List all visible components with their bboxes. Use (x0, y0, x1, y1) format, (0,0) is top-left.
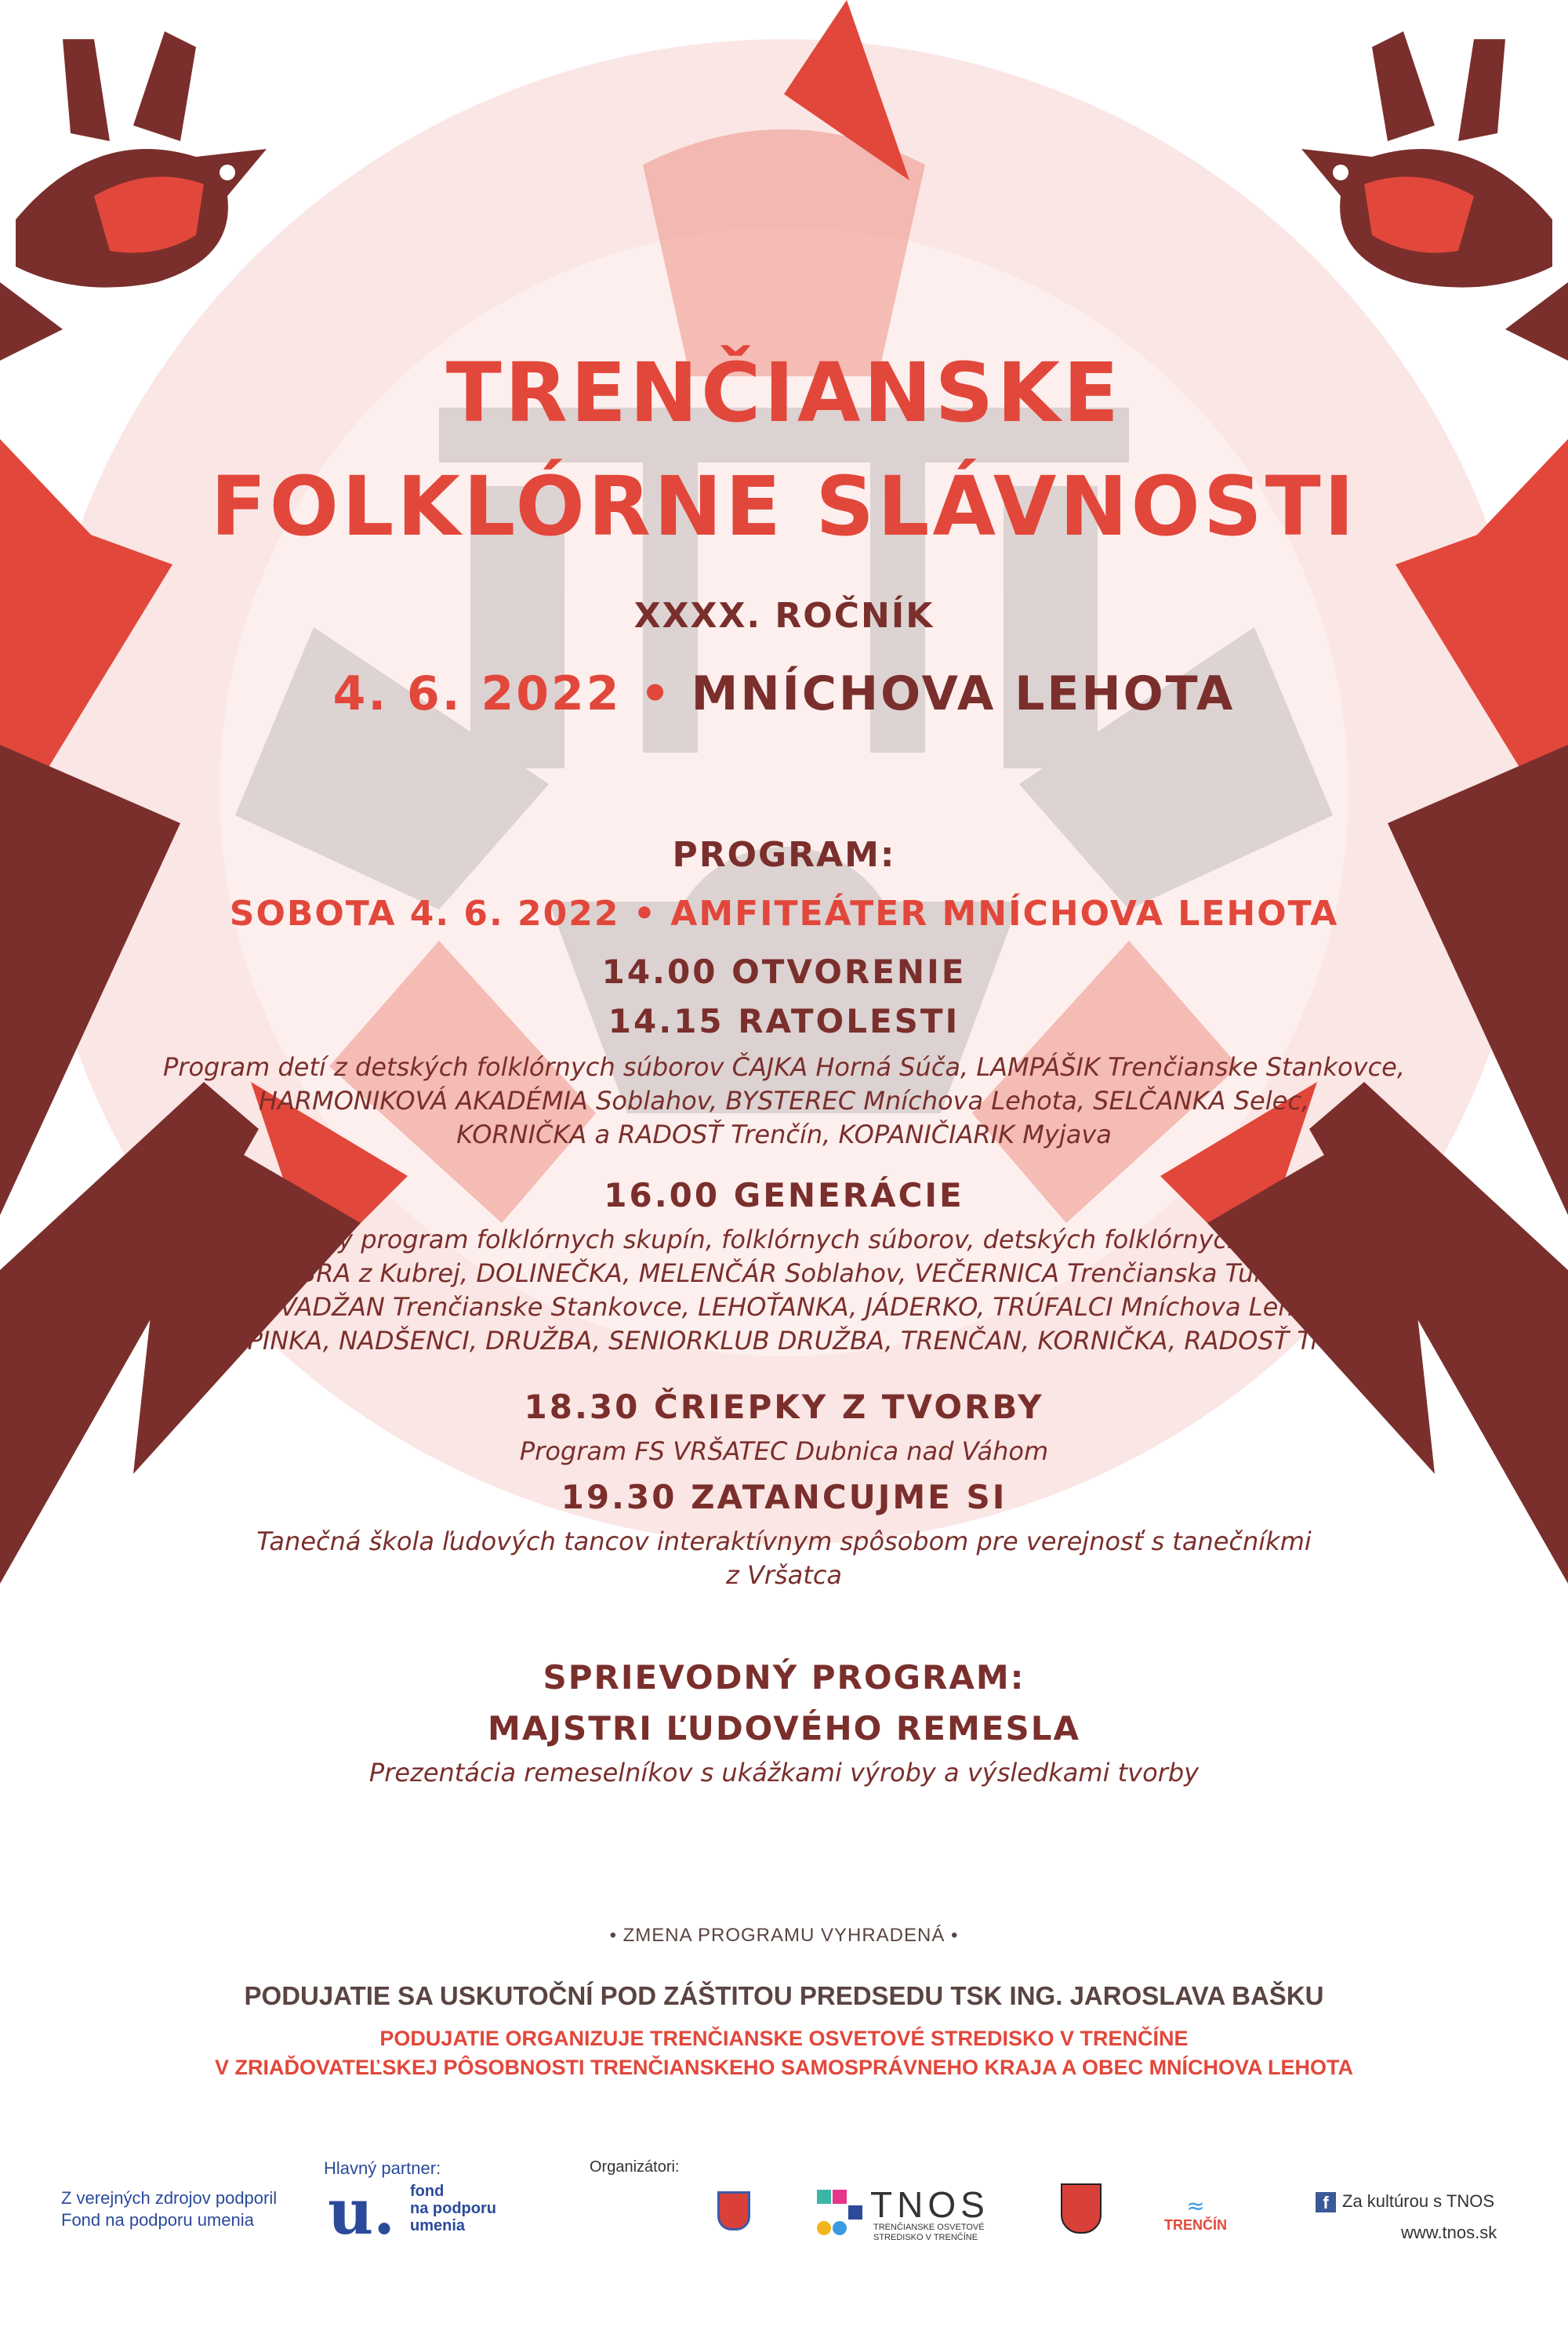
side-program-heading: SPRIEVODNÝ PROGRAM: (543, 1658, 1025, 1697)
fpu-letter: u. (328, 2175, 396, 2249)
side-program-desc: Prezentácia remeselníkov s ukážkami výroby a výsledkami tvorby (368, 1758, 1200, 1788)
trencin-text: TRENČÍN (1164, 2217, 1227, 2233)
support-line: Z verejných zdrojov podporil (61, 2188, 278, 2208)
support-text (61, 2187, 277, 2231)
slot-time-name (0, 1388, 1568, 1426)
partner-label: Hlavný partner: (324, 2158, 441, 2178)
organizers-label: Organizátori: (590, 2158, 680, 2176)
program-heading: PROGRAM: (672, 835, 896, 875)
fpu-text: umenia (410, 2217, 466, 2234)
village-crest-icon (1061, 2183, 1102, 2234)
desc-line: ROZVADŽAN Trenčianske Stankovce, LEHOŤANKA, JÁDERKO, TRÚFALCI Mníchova Lehota, (225, 1292, 1343, 1322)
desc-line: Program detí z detských folklórnych súborov ČAJKA Horná Súča, LAMPÁŠIK Trenčianske Stankovce, (162, 1052, 1406, 1082)
fpu-text: na podporu (410, 2200, 496, 2217)
slot-description (0, 1525, 1568, 1592)
desc-line: KORNIČKA a RADOSŤ Trenčín, KOPANIČIARIK Myjava (456, 1120, 1112, 1149)
slot-time: 19.30 (561, 1478, 677, 1516)
slot-time-name (0, 953, 1568, 991)
facebook-icon: f (1316, 2192, 1336, 2212)
program-change-notice: • ZMENA PROGRAMU VYHRADENÁ • (609, 1925, 959, 1946)
slot-time: 18.30 (524, 1388, 641, 1426)
trencin-logo (1156, 2195, 1235, 2242)
desc-line: Tanečná škola ľudových tancov interaktívnym spôsobom pre verejnosť s tanečníkmi (256, 1526, 1312, 1556)
tnos-logo (817, 2184, 997, 2245)
fpu-text: fond (410, 2183, 445, 2200)
desc-line: KUBRA z Kubrej, DOLINEČKA, MELENČÁR Soblahov, VEČERNICA Trenčianska Turná, (264, 1258, 1304, 1288)
tnos-subtext: STREDISKO V TRENČÍNE (873, 2233, 978, 2242)
tnos-text: TNOS (870, 2184, 989, 2225)
desc-line: HARMONIKOVÁ AKADÉMIA Soblahov, BYSTEREC Mníchova Lehota, SELČANKA Selec, (258, 1086, 1310, 1116)
edition: XXXX. ROČNÍK (633, 596, 935, 636)
slot-time: 14.15 (608, 1002, 724, 1040)
tnos-mark-icon (817, 2190, 862, 2238)
slot-time-name (0, 1176, 1568, 1214)
event-date: 4. 6. 2022 (332, 666, 622, 721)
desc-line: Generačný program folklórnych skupín, folklórnych súborov, detských folklórnych súborov (216, 1225, 1352, 1254)
title-line-2: FOLKLÓRNE SLÁVNOSTI (210, 459, 1358, 554)
trencin-wave-icon: ≈ (1186, 2193, 1205, 2219)
organizer-line-2: V ZRIAĎOVATEĽSKEJ PÔSOBNOSTI TRENČIANSKEHO SAMOSPRÁVNEHO KRAJA A OBEC MNÍCHOVA LEHOTA (214, 2056, 1354, 2079)
slot-time: 14.00 (601, 953, 718, 991)
patronage: PODUJATIE SA USKUTOČNÍ POD ZÁŠTITOU PREDSEDU TSK ING. JAROSLAVA BAŠKU (244, 1981, 1324, 2010)
desc-line: Program FS VRŠATEC Dubnica nad Váhom (519, 1436, 1049, 1466)
tsk-crest-icon (717, 2191, 750, 2230)
event-place: MNÍCHOVA LEHOTA (691, 666, 1236, 721)
slot-time-name (0, 1478, 1568, 1516)
fpu-logo (328, 2175, 516, 2249)
organizer-line-1: PODUJATIE ORGANIZUJE TRENČIANSKE OSVETOVÉ STREDISKO V TRENČÍNE (379, 2027, 1189, 2050)
title-line-1: TRENČIANSKE (445, 345, 1123, 441)
tnos-subtext: TRENČIANSKE OSVETOVÉ (873, 2223, 985, 2232)
slot-time-name (0, 1002, 1568, 1040)
slot-time: 16.00 (604, 1176, 720, 1214)
website-link[interactable]: www.tnos.sk (1401, 2223, 1497, 2242)
desc-line: z Vršatca (725, 1560, 843, 1590)
program-day: SOBOTA 4. 6. 2022 • AMFITEÁTER MNÍCHOVA LEHOTA (229, 894, 1339, 934)
slot-name: ČRIEPKY Z TVORBY (653, 1388, 1044, 1426)
desc-line: ŠKRUPINKA, NADŠENCI, DRUŽBA, SENIORKLUB DRUŽBA, TRENČAN, KORNIČKA, RADOSŤ Trenčín (179, 1326, 1389, 1356)
slot-description (0, 1051, 1568, 1152)
date-separator: • (640, 666, 673, 721)
slot-name: OTVORENIE (731, 953, 967, 991)
slot-name: ZATANCUJME SI (691, 1478, 1007, 1516)
facebook-link[interactable] (1316, 2191, 1494, 2212)
slot-name: GENERÁCIE (733, 1176, 964, 1214)
support-line: Fond na podporu umenia (61, 2210, 254, 2230)
facebook-text: Za kultúrou s TNOS (1342, 2191, 1494, 2211)
date-place (0, 666, 1568, 721)
slot-description (0, 1223, 1568, 1358)
slot-description (0, 1435, 1568, 1468)
side-program-title: MAJSTRI ĽUDOVÉHO REMESLA (488, 1709, 1080, 1748)
slot-name: RATOLESTI (738, 1002, 960, 1040)
